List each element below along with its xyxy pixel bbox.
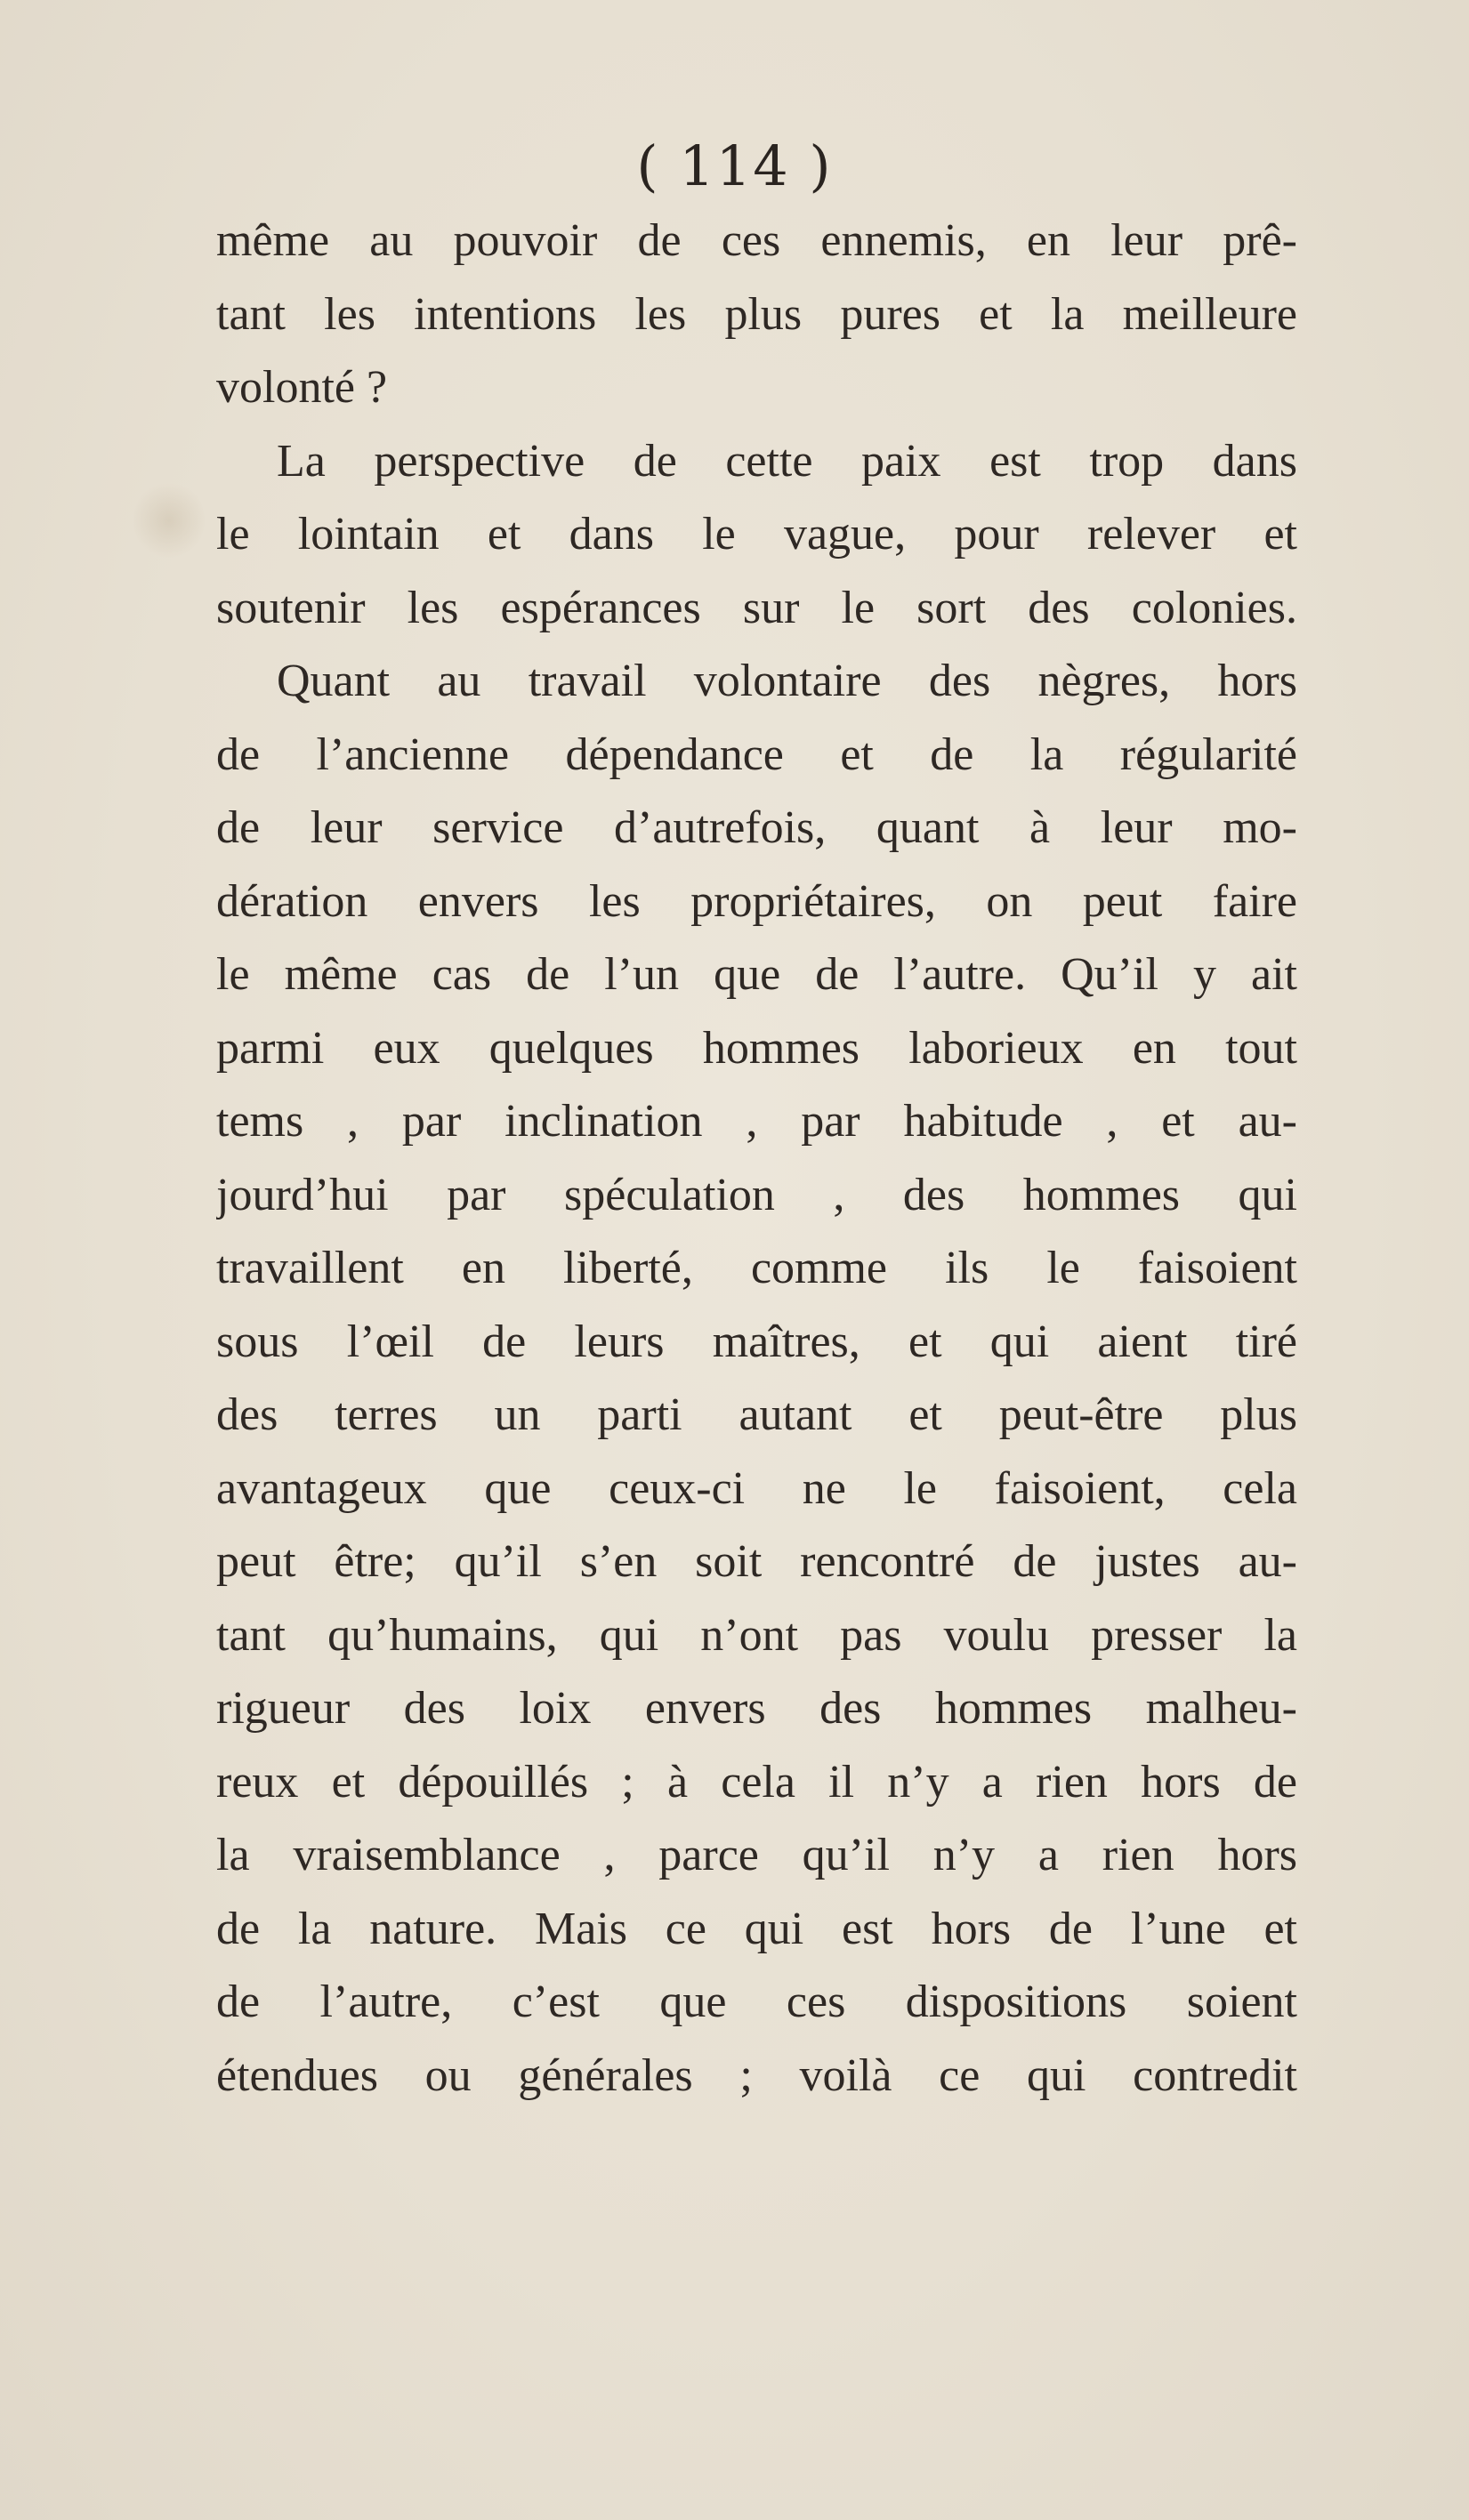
text-line: rigueur des loix envers des hommes malheu-	[216, 1683, 1297, 1734]
text-line: de l’ancienne dépendance et de la régularité	[216, 729, 1297, 780]
text-line: même au pouvoir de ces ennemis, en leur prê-	[216, 215, 1297, 266]
text-line: soutenir les espérances sur le sort des colonies.	[216, 582, 1297, 633]
text-line: le même cas de l’un que de l’autre. Qu’il y ait	[216, 949, 1297, 1000]
text-line: travaillent en liberté, comme ils le faisoient	[216, 1243, 1297, 1293]
text-line: des terres un parti autant et peut-être plus	[216, 1389, 1297, 1440]
text-line: jourd’hui par spéculation , des hommes qui	[216, 1169, 1297, 1220]
text-line: de la nature. Mais ce qui est hors de l’une et	[216, 1903, 1297, 1954]
text-line: avantageux que ceux-ci ne le faisoient, cela	[216, 1462, 1297, 1514]
text-line: tems , par inclination , par habitude , et au-	[216, 1096, 1297, 1147]
text-line: étendues ou générales ; voilà ce qui contredit	[216, 2049, 1297, 2101]
text-line: la vraisemblance , parce qu’il n’y a rien hors	[216, 1830, 1297, 1880]
page-number: ( 114 )	[636, 133, 833, 198]
text-line: Quant au travail volontaire des nègres, hors	[277, 656, 1297, 706]
text-line: dération envers les propriétaires, on peut faire	[216, 875, 1297, 927]
text-line: sous l’œil de leurs maîtres, et qui aient tiré	[216, 1316, 1297, 1367]
text-line: tant qu’humains, qui n’ont pas voulu presser la	[216, 1609, 1297, 1661]
paper-stain	[133, 480, 205, 560]
text-line: volonté ?	[216, 362, 388, 413]
text-line: reux et dépouillés ; à cela il n’y a rien hors de	[216, 1756, 1297, 1807]
text-line: tant les intentions les plus pures et la meilleure	[216, 288, 1297, 340]
text-line: de leur service d’autrefois, quant à leur mo-	[216, 802, 1297, 853]
text-line: parmi eux quelques hommes laborieux en tout	[216, 1022, 1297, 1074]
text-line: peut être; qu’il s’en soit rencontré de justes au-	[216, 1536, 1297, 1587]
text-line: de l’autre, c’est que ces dispositions soient	[216, 1977, 1297, 2027]
text-line: le lointain et dans le vague, pour relever et	[216, 509, 1297, 560]
text-line: La perspective de cette paix est trop dans	[277, 435, 1297, 487]
body-text	[216, 205, 1297, 2113]
